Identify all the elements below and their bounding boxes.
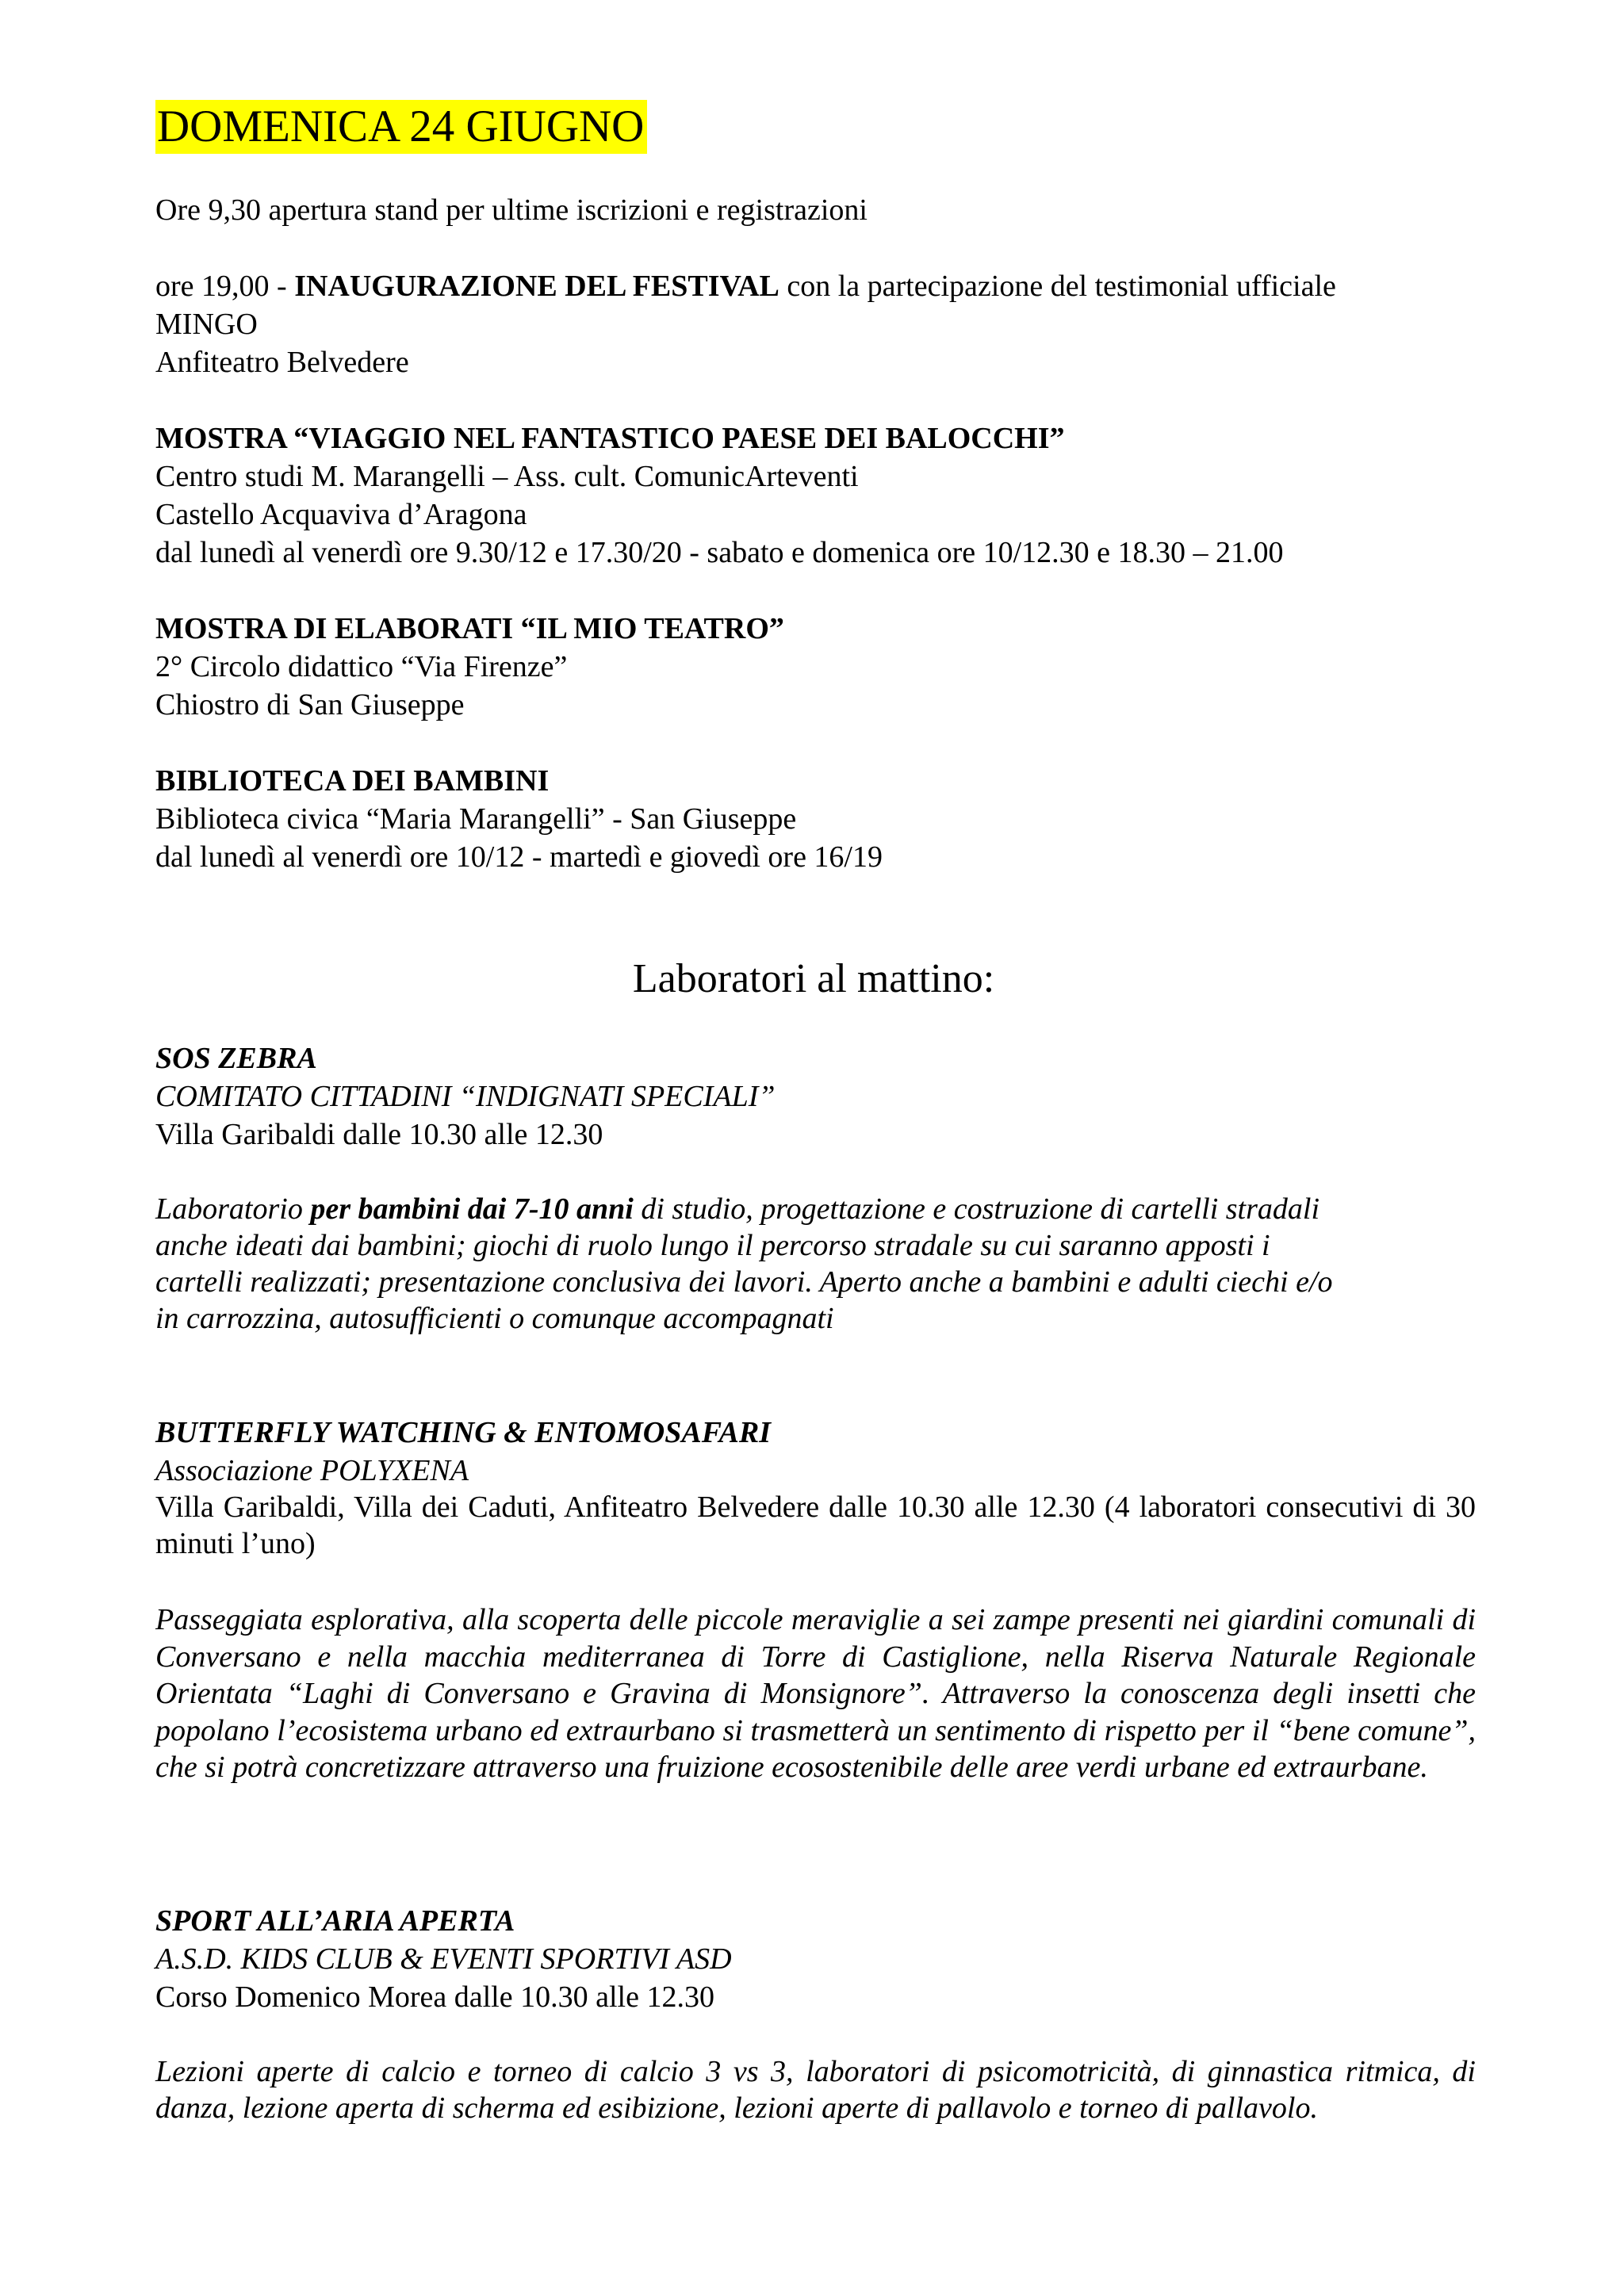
inauguration-title: INAUGURAZIONE DEL FESTIVAL [294,270,779,303]
exhibition-1-hours: dal lunedì al venerdì ore 9.30/12 e 17.30/20 - sabato e domenica ore 10/12.30 e 18.30 – 21.00 [155,536,1284,569]
exhibition-1-venue: Castello Acquaviva d’Aragona [155,498,527,531]
butterfly-venue: Villa Garibaldi, Villa dei Caduti, Anfiteatro Belvedere dalle 10.30 alle 12.30 (4 laboratori consecutivi di 30 minuti l’uno) [155,1490,1476,1560]
sport-organizer: A.S.D. KIDS CLUB & EVENTI SPORTIVI ASD [155,1942,732,1976]
butterfly-description: Passeggiata esplorativa, alla scoperta delle piccole meraviglie a sei zampe presenti nei giardini comunali di Conversano e nella macchia mediterranea di Torre di Castiglione, nella Riserva Naturale Regionale Orientata “Laghi di Conversano e Gravina di Monsignore”. Attraverso la conoscenza degli insetti che popolano l’ecosistema urbano ed extraurbano si trasmetterà un sentimento di rispetto per il “bene comune”, che si potrà concretizzare attraverso una fruizione ecosostenibile delle aree verdi urbane ed extraurbane. [155,1603,1476,1784]
exhibition-1-title: MOSTRA “VIAGGIO NEL FANTASTICO PAESE DEI BALOCCHI” [155,422,1065,455]
sos-zebra-description-line-2: anche ideati dai bambini; giochi di ruolo lungo il percorso stradale su cui saranno apposti i [155,1229,1270,1262]
sos-zebra-age: per bambini dai 7-10 anni [310,1192,634,1226]
workshops-heading: Laboratori al mattino: [632,956,995,1001]
sos-zebra-title: SOS ZEBRA [155,1042,317,1075]
exhibition-2-title: MOSTRA DI ELABORATI “IL MIO TEATRO” [155,612,784,645]
sos-zebra-description-line-4: in carrozzina, autosufficienti o comunque accompagnati [155,1302,834,1335]
stand-opening-line: Ore 9,30 apertura stand per ultime iscrizioni e registrazioni [155,193,868,227]
inauguration-venue: Anfiteatro Belvedere [155,346,409,379]
library-title: BIBLIOTECA DEI BAMBINI [155,764,550,798]
inauguration-guest: MINGO [155,308,258,341]
sos-zebra-desc-c: di studio, progettazione e costruzione di cartelli stradali [633,1192,1320,1226]
exhibition-2-venue: Chiostro di San Giuseppe [155,688,465,721]
library-venue: Biblioteca civica “Maria Marangelli” - San Giuseppe [155,802,797,836]
sos-zebra-desc-a: Laboratorio [155,1192,311,1226]
sos-zebra-venue: Villa Garibaldi dalle 10.30 alle 12.30 [155,1118,603,1151]
sos-zebra-organizer: COMITATO CITTADINI “INDIGNATI SPECIALI” [155,1080,776,1113]
sport-venue: Corso Domenico Morea dalle 10.30 alle 12.30 [155,1980,714,2014]
butterfly-title: BUTTERFLY WATCHING & ENTOMOSAFARI [155,1416,772,1449]
inauguration-time: ore 19,00 - [155,270,295,303]
sport-title: SPORT ALL’ARIA APERTA [155,1904,515,1938]
page-title: DOMENICA 24 GIUGNO [155,100,647,154]
sos-zebra-description-line-1 [155,1191,1320,1227]
library-hours: dal lunedì al venerdì ore 10/12 - martedì e giovedì ore 16/19 [155,840,883,874]
sos-zebra-description-line-3: cartelli realizzati; presentazione conclusiva dei lavori. Aperto anche a bambini e adulti ciechi e/o [155,1265,1333,1299]
butterfly-organizer: Associazione POLYXENA [155,1454,469,1487]
inauguration-rest: con la partecipazione del testimonial ufficiale [779,270,1336,303]
exhibition-1-organizer: Centro studi M. Marangelli – Ass. cult. ComunicArteventi [155,460,859,493]
exhibition-2-organizer: 2° Circolo didattico “Via Firenze” [155,650,568,683]
sport-description: Lezioni aperte di calcio e torneo di calcio 3 vs 3, laboratori di psicomotricità, di ginnastica ritmica, di danza, lezione aperta di scherma ed esibizione, lezioni aperte di pallavolo e torneo di pallavolo. [155,2055,1476,2125]
inauguration-line [155,268,1336,304]
